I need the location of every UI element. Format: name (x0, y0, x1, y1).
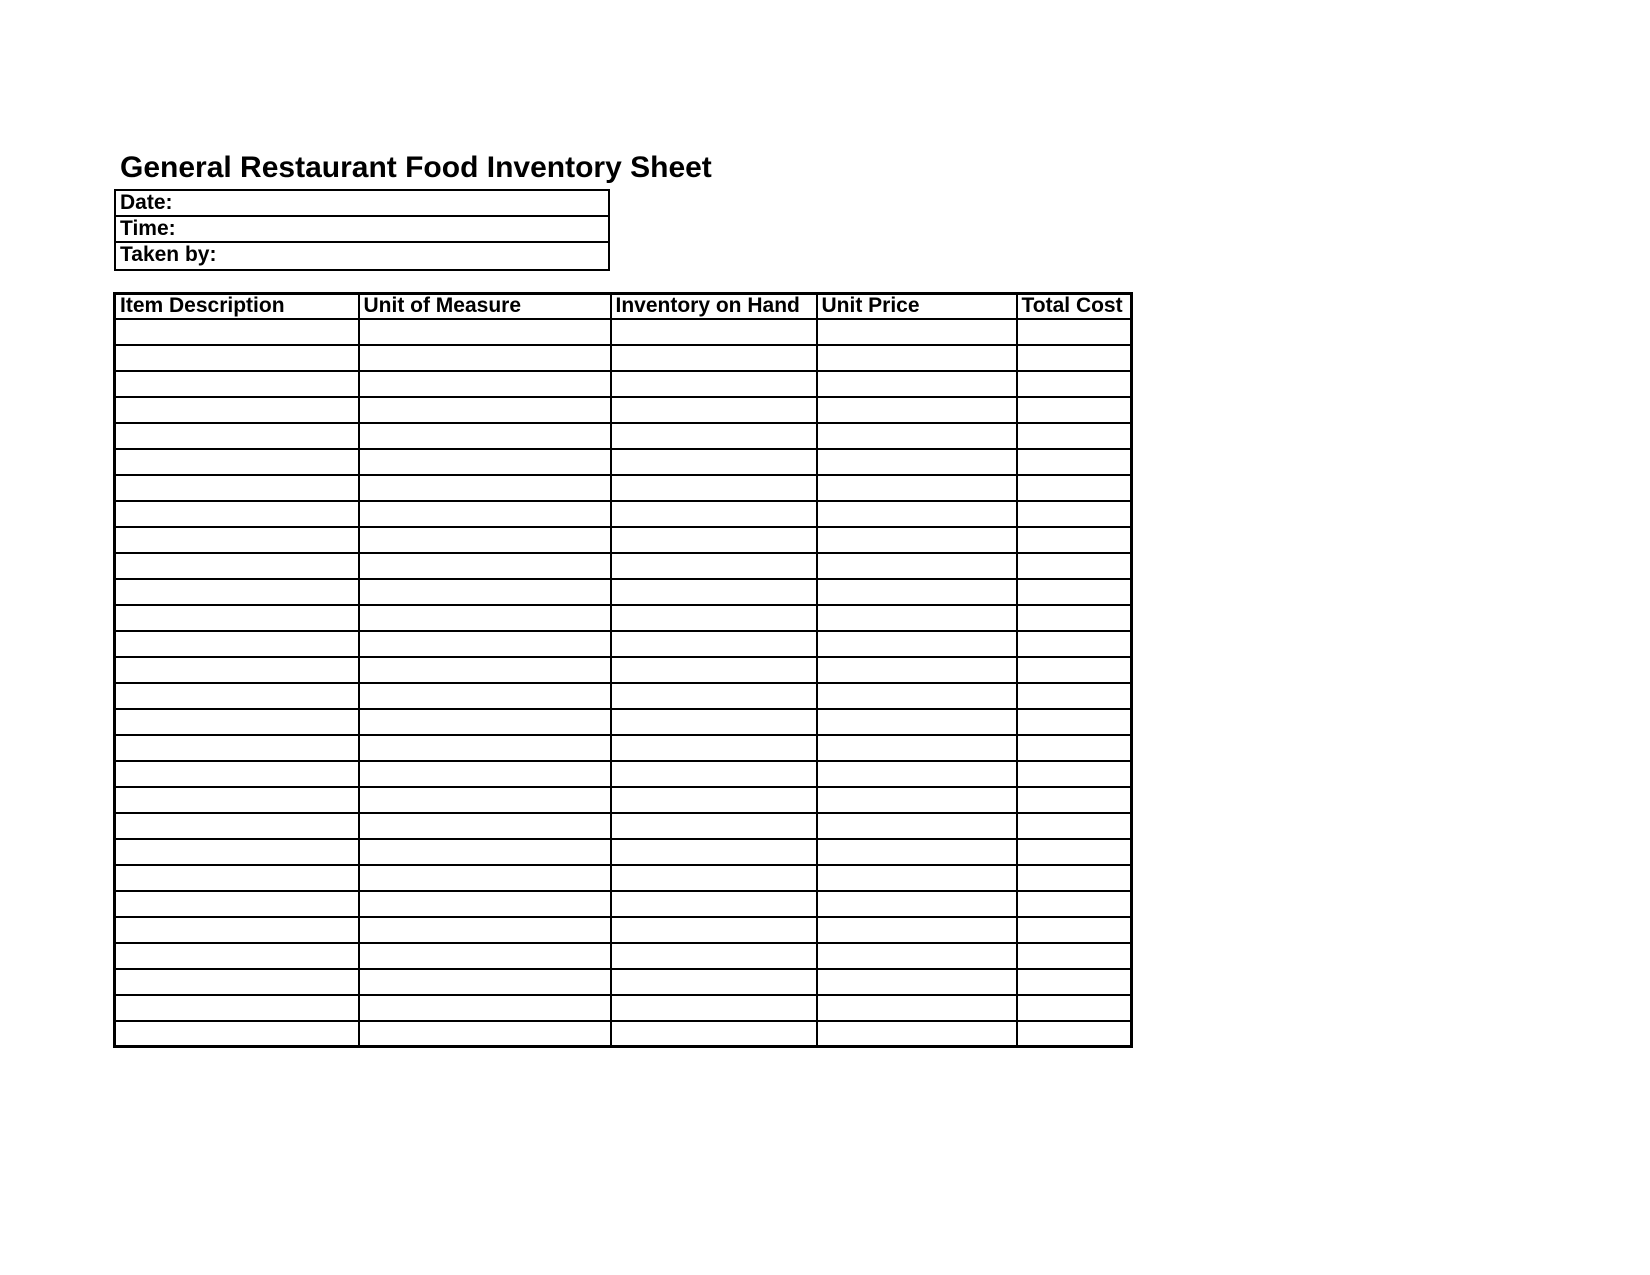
table-row (115, 631, 1132, 657)
table-row (115, 683, 1132, 709)
unit-of-measure-cell[interactable] (359, 865, 611, 891)
table-row (115, 943, 1132, 969)
unit-price-cell[interactable] (817, 527, 1017, 553)
unit-price-cell[interactable] (817, 397, 1017, 423)
unit-price-cell[interactable] (817, 579, 1017, 605)
page-title: General Restaurant Food Inventory Sheet (120, 151, 712, 184)
item-description-cell[interactable] (115, 683, 359, 709)
unit-price-cell[interactable] (817, 969, 1017, 995)
inventory-on-hand-cell[interactable] (611, 371, 817, 397)
table-row (115, 865, 1132, 891)
total-cost-cell[interactable] (1017, 943, 1132, 969)
item-description-cell[interactable] (115, 605, 359, 631)
total-cost-cell[interactable] (1017, 657, 1132, 683)
unit-price-cell[interactable] (817, 735, 1017, 761)
total-cost-cell[interactable] (1017, 449, 1132, 475)
unit-of-measure-cell[interactable] (359, 787, 611, 813)
inventory-on-hand-cell[interactable] (611, 787, 817, 813)
total-cost-cell[interactable] (1017, 605, 1132, 631)
unit-price-cell[interactable] (817, 371, 1017, 397)
table-row (115, 839, 1132, 865)
total-cost-cell[interactable] (1017, 761, 1132, 787)
item-description-cell[interactable] (115, 397, 359, 423)
unit-price-cell[interactable] (817, 423, 1017, 449)
unit-of-measure-cell[interactable] (359, 709, 611, 735)
unit-of-measure-cell[interactable] (359, 657, 611, 683)
unit-price-cell[interactable] (817, 319, 1017, 345)
total-cost-cell[interactable] (1017, 709, 1132, 735)
total-cost-cell[interactable] (1017, 579, 1132, 605)
inventory-on-hand-cell[interactable] (611, 709, 817, 735)
item-description-cell[interactable] (115, 969, 359, 995)
item-description-cell[interactable] (115, 423, 359, 449)
unit-of-measure-cell[interactable] (359, 319, 611, 345)
unit-of-measure-cell[interactable] (359, 891, 611, 917)
inventory-on-hand-cell[interactable] (611, 683, 817, 709)
unit-of-measure-cell[interactable] (359, 449, 611, 475)
total-cost-cell[interactable] (1017, 319, 1132, 345)
unit-price-cell[interactable] (817, 839, 1017, 865)
info-box (114, 189, 610, 271)
column-header-total-cost: Total Cost (1017, 294, 1132, 319)
table-row (115, 761, 1132, 787)
unit-price-cell[interactable] (817, 995, 1017, 1021)
unit-price-cell[interactable] (817, 345, 1017, 371)
table-row (115, 345, 1132, 371)
unit-price-cell[interactable] (817, 475, 1017, 501)
table-row (115, 371, 1132, 397)
unit-of-measure-cell[interactable] (359, 995, 611, 1021)
unit-price-cell[interactable] (817, 709, 1017, 735)
table-row (115, 995, 1132, 1021)
unit-price-cell[interactable] (817, 657, 1017, 683)
unit-price-cell[interactable] (817, 501, 1017, 527)
inventory-on-hand-cell[interactable] (611, 943, 817, 969)
total-cost-cell[interactable] (1017, 501, 1132, 527)
total-cost-cell[interactable] (1017, 527, 1132, 553)
inventory-on-hand-cell[interactable] (611, 345, 817, 371)
inventory-on-hand-cell[interactable] (611, 579, 817, 605)
item-description-cell[interactable] (115, 631, 359, 657)
total-cost-cell[interactable] (1017, 475, 1132, 501)
table-row (115, 449, 1132, 475)
unit-of-measure-cell[interactable] (359, 943, 611, 969)
item-description-cell[interactable] (115, 761, 359, 787)
column-header-unit-price: Unit Price (817, 294, 1017, 319)
table-row (115, 605, 1132, 631)
unit-price-cell[interactable] (817, 553, 1017, 579)
table-row (115, 319, 1132, 345)
item-description-cell[interactable] (115, 319, 359, 345)
item-description-cell[interactable] (115, 995, 359, 1021)
table-row (115, 527, 1132, 553)
table-row (115, 579, 1132, 605)
total-cost-cell[interactable] (1017, 969, 1132, 995)
inventory-on-hand-cell[interactable] (611, 397, 817, 423)
table-row (115, 657, 1132, 683)
item-description-cell[interactable] (115, 813, 359, 839)
unit-price-cell[interactable] (817, 761, 1017, 787)
unit-price-cell[interactable] (817, 917, 1017, 943)
total-cost-cell[interactable] (1017, 345, 1132, 371)
inventory-on-hand-cell[interactable] (611, 449, 817, 475)
inventory-on-hand-cell[interactable] (611, 605, 817, 631)
unit-price-cell[interactable] (817, 631, 1017, 657)
item-description-cell[interactable] (115, 1021, 359, 1047)
item-description-cell[interactable] (115, 371, 359, 397)
inventory-on-hand-cell[interactable] (611, 969, 817, 995)
unit-of-measure-cell[interactable] (359, 553, 611, 579)
item-description-cell[interactable] (115, 839, 359, 865)
inventory-on-hand-cell[interactable] (611, 501, 817, 527)
unit-price-cell[interactable] (817, 1021, 1017, 1047)
table-row (115, 1021, 1132, 1047)
total-cost-cell[interactable] (1017, 813, 1132, 839)
total-cost-cell[interactable] (1017, 839, 1132, 865)
item-description-cell[interactable] (115, 917, 359, 943)
unit-of-measure-cell[interactable] (359, 735, 611, 761)
total-cost-cell[interactable] (1017, 917, 1132, 943)
table-row (115, 501, 1132, 527)
table-row (115, 969, 1132, 995)
inventory-on-hand-cell[interactable] (611, 319, 817, 345)
table-row (115, 813, 1132, 839)
unit-of-measure-cell[interactable] (359, 423, 611, 449)
table-header-row (115, 294, 1132, 319)
unit-of-measure-cell[interactable] (359, 501, 611, 527)
date-field[interactable]: Date: (116, 191, 608, 217)
unit-of-measure-cell[interactable] (359, 813, 611, 839)
unit-price-cell[interactable] (817, 865, 1017, 891)
item-description-cell[interactable] (115, 943, 359, 969)
inventory-on-hand-cell[interactable] (611, 735, 817, 761)
unit-of-measure-cell[interactable] (359, 761, 611, 787)
item-description-cell[interactable] (115, 891, 359, 917)
inventory-on-hand-cell[interactable] (611, 423, 817, 449)
item-description-cell[interactable] (115, 735, 359, 761)
inventory-on-hand-cell[interactable] (611, 891, 817, 917)
taken-by-field[interactable]: Taken by: (120, 243, 217, 266)
item-description-cell[interactable] (115, 345, 359, 371)
table-row (115, 709, 1132, 735)
column-header-inventory-on-hand: Inventory on Hand (611, 294, 817, 319)
unit-of-measure-cell[interactable] (359, 345, 611, 371)
inventory-on-hand-cell[interactable] (611, 865, 817, 891)
table-row (115, 735, 1132, 761)
unit-price-cell[interactable] (817, 683, 1017, 709)
table-row (115, 475, 1132, 501)
total-cost-cell[interactable] (1017, 787, 1132, 813)
table-body (115, 319, 1132, 1047)
total-cost-cell[interactable] (1017, 865, 1132, 891)
unit-of-measure-cell[interactable] (359, 631, 611, 657)
unit-of-measure-cell[interactable] (359, 371, 611, 397)
unit-of-measure-cell[interactable] (359, 527, 611, 553)
item-description-cell[interactable] (115, 787, 359, 813)
inventory-on-hand-cell[interactable] (611, 553, 817, 579)
inventory-on-hand-cell[interactable] (611, 631, 817, 657)
column-header-item-description: Item Description (115, 294, 359, 319)
inventory-on-hand-cell[interactable] (611, 995, 817, 1021)
unit-price-cell[interactable] (817, 605, 1017, 631)
item-description-cell[interactable] (115, 449, 359, 475)
unit-of-measure-cell[interactable] (359, 397, 611, 423)
unit-of-measure-cell[interactable] (359, 683, 611, 709)
inventory-on-hand-cell[interactable] (611, 761, 817, 787)
inventory-on-hand-cell[interactable] (611, 917, 817, 943)
total-cost-cell[interactable] (1017, 735, 1132, 761)
inventory-on-hand-cell[interactable] (611, 1021, 817, 1047)
total-cost-cell[interactable] (1017, 631, 1132, 657)
unit-price-cell[interactable] (817, 891, 1017, 917)
unit-price-cell[interactable] (817, 813, 1017, 839)
inventory-table (113, 292, 1133, 1048)
unit-price-cell[interactable] (817, 787, 1017, 813)
item-description-cell[interactable] (115, 657, 359, 683)
unit-of-measure-cell[interactable] (359, 1021, 611, 1047)
total-cost-cell[interactable] (1017, 371, 1132, 397)
inventory-on-hand-cell[interactable] (611, 839, 817, 865)
inventory-on-hand-cell[interactable] (611, 475, 817, 501)
total-cost-cell[interactable] (1017, 1021, 1132, 1047)
item-description-cell[interactable] (115, 475, 359, 501)
time-field[interactable]: Time: (116, 217, 608, 243)
total-cost-cell[interactable] (1017, 683, 1132, 709)
total-cost-cell[interactable] (1017, 995, 1132, 1021)
item-description-cell[interactable] (115, 527, 359, 553)
total-cost-cell[interactable] (1017, 423, 1132, 449)
table-row (115, 917, 1132, 943)
item-description-cell[interactable] (115, 865, 359, 891)
item-description-cell[interactable] (115, 709, 359, 735)
unit-of-measure-cell[interactable] (359, 839, 611, 865)
column-header-unit-of-measure: Unit of Measure (359, 294, 611, 319)
unit-of-measure-cell[interactable] (359, 969, 611, 995)
table-row (115, 553, 1132, 579)
table-row (115, 787, 1132, 813)
table-row (115, 891, 1132, 917)
item-description-cell[interactable] (115, 553, 359, 579)
total-cost-cell[interactable] (1017, 553, 1132, 579)
table-row (115, 397, 1132, 423)
unit-price-cell[interactable] (817, 943, 1017, 969)
unit-of-measure-cell[interactable] (359, 579, 611, 605)
inventory-on-hand-cell[interactable] (611, 813, 817, 839)
table-row (115, 423, 1132, 449)
inventory-on-hand-cell[interactable] (611, 657, 817, 683)
item-description-cell[interactable] (115, 501, 359, 527)
unit-of-measure-cell[interactable] (359, 475, 611, 501)
total-cost-cell[interactable] (1017, 891, 1132, 917)
unit-price-cell[interactable] (817, 449, 1017, 475)
total-cost-cell[interactable] (1017, 397, 1132, 423)
item-description-cell[interactable] (115, 579, 359, 605)
inventory-on-hand-cell[interactable] (611, 527, 817, 553)
unit-of-measure-cell[interactable] (359, 605, 611, 631)
unit-of-measure-cell[interactable] (359, 917, 611, 943)
